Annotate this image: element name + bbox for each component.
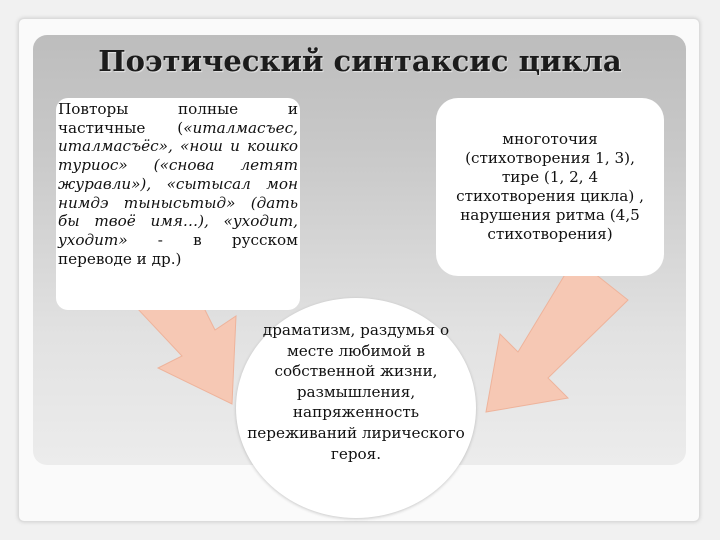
punctuation-text: многоточия (стихотворения 1, 3), тире (1, 2, 4 стихотворения цикла) , нарушения ритма (4,5 стихотворения) [456, 130, 644, 243]
punctuation-box [436, 98, 664, 276]
repetitions-box [56, 98, 300, 310]
repetitions-tail: - в русском переводе и др.) [58, 230, 298, 268]
repetitions-lead: Повторы полные и частичные ( [58, 100, 298, 137]
slide-title: Поэтический синтаксис цикла [98, 44, 622, 78]
repetitions-examples: «италмасъес, италмасъёс», «нош и кошко туриос» («снова летят журавли»), «сытысал мон нимдэ тынысьтыд» (дать бы твоё имя…), «уходит, уходит» [58, 118, 298, 249]
center-text: драматизм, раздумья о месте любимой в собственной жизни, размышления, напряженность переживаний лирического героя. [247, 321, 465, 463]
arrow-right [486, 258, 628, 412]
